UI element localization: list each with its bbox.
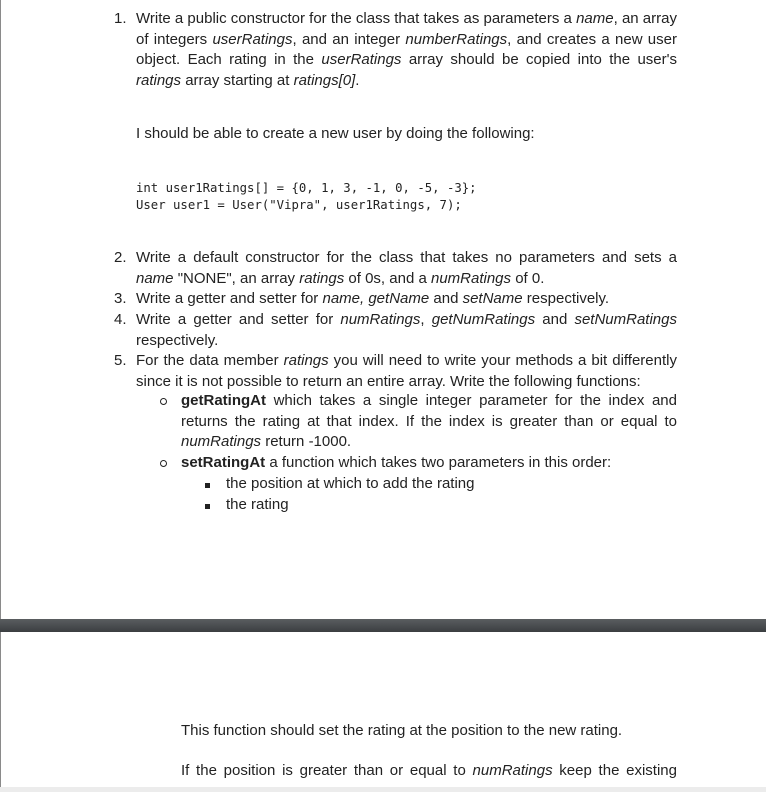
sub-sub-item: the rating [226,496,289,513]
list-number: 2. [114,249,127,266]
italic-text: setNumRatings [574,311,677,328]
square-bullet-icon [205,504,210,509]
document-page-2 [0,632,766,787]
text-segment: "NONE", an array [173,269,300,287]
list-item-1 [136,9,677,91]
page-separator [0,619,766,632]
text-segment: Write a getter and setter for [136,290,323,307]
list-item-5 [136,351,677,392]
text-segment: of 0. [511,269,545,287]
text-segment: Write a public constructor for the class that takes as parameters a [136,10,577,27]
text-segment: keep the existing [552,762,677,779]
list-number: 5. [114,352,127,369]
text-segment: , an array of integers [136,10,677,48]
text-segment: For the data member [136,352,284,369]
circle-bullet-icon [160,398,167,405]
code-line-2: User user1 = User("Vipra", user1Ratings, 7); [136,198,462,212]
text-segment: If the position is greater than or equal to [181,762,473,779]
italic-text: numRatings [340,311,421,328]
italic-text: ratings [299,269,345,287]
list-number: 1. [114,10,127,27]
text-segment: and [535,311,575,328]
text-segment: , and creates a new user object. Each rating in the [136,30,677,68]
viewer-bottom-edge [0,787,766,792]
list-item-2 [136,248,677,289]
italic-text: numRatings [181,433,262,450]
italic-text: userRatings [212,30,293,48]
code-line-1: int user1Ratings[] = {0, 1, 3, -1, 0, -5, -3}; [136,181,477,195]
bold-text: getRatingAt [181,392,266,409]
text-segment: array should be copied into the user's [401,51,678,68]
text-segment: , and an integer [292,30,406,48]
text-segment: you will need to write your methods a bit differently since it is not possible to return an entire array. Write the following functions: [136,352,677,390]
text-segment: respectively. [522,290,610,307]
italic-text: numRatings [472,762,553,779]
text-segment: respectively. [136,331,219,349]
italic-text: name, getName [322,290,430,307]
paragraph: This function should set the rating at the position to the new rating. [181,722,623,739]
italic-text: numRatings [430,269,512,287]
italic-text: getNumRatings [431,311,536,328]
italic-text: setName [462,290,523,307]
italic-text: ratings [283,352,329,369]
intro-text: I should be able to create a new user by doing the following: [136,125,535,142]
text-segment: . [355,71,360,89]
text-segment: return -1000. [261,433,352,450]
italic-text: ratings[0] [293,71,356,89]
sub-sub-item: the position at which to add the rating [226,475,475,492]
text-segment: , [420,311,432,328]
text-segment: Write a default constructor for the class that takes no parameters and sets a [136,249,677,266]
sub-item-getratingat [181,391,677,453]
list-item-4 [136,310,677,351]
bold-text: setRatingAt [181,454,266,471]
list-item-3 [136,289,677,310]
text-segment: and [429,290,463,307]
text-segment: a function which takes two parameters in this order: [265,454,612,471]
paragraph [181,761,677,782]
italic-text: name [576,10,614,27]
italic-text: numberRatings [405,30,508,48]
list-number: 4. [114,311,127,328]
text-segment: of 0s, and a [344,269,431,287]
circle-bullet-icon [160,460,167,467]
square-bullet-icon [205,483,210,488]
text-segment: Write a getter and setter for [136,311,341,328]
italic-text: ratings [136,71,182,89]
list-number: 3. [114,290,127,307]
italic-text: userRatings [321,51,402,68]
italic-text: name [136,269,174,287]
text-segment: which takes a single integer parameter for the index and returns the rating at that index. If the index is greater than or equal to [181,392,677,430]
text-segment: array starting at [181,71,294,89]
sub-item-setratingat [181,453,677,474]
